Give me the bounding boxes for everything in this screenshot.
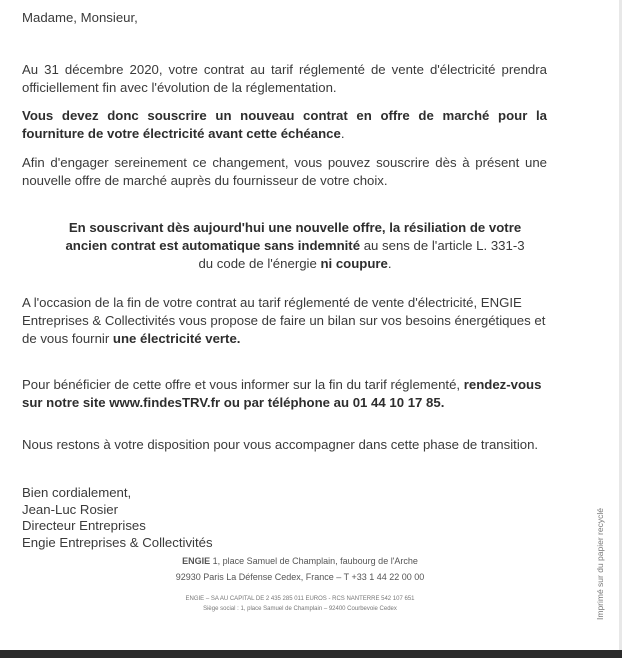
recycled-paper-note: Imprimé sur du papier recyclé — [595, 508, 605, 620]
paragraph-5-text: A l'occasion de la fin de votre contrat au tarif réglementé de vente d'électricité, ENGIE Entreprises & Collectivités vous propose de faire un bilan sur vos besoins énergétiques et de vous fournir — [22, 295, 546, 346]
paragraph-1: Au 31 décembre 2020, votre contrat au tarif réglementé de vente d'électricité prendra officiellement fin avec l'évolution de la réglementation. — [22, 62, 547, 95]
footer-address — [140, 553, 460, 585]
footer-address-line-2: 92930 Paris La Défense Cedex, France – T +33 1 44 22 00 00 — [175, 572, 425, 582]
paragraph-2 — [22, 107, 547, 143]
paragraph-2-bold: Vous devez donc souscrire un nouveau contrat en offre de marché pour la fourniture de votre électricité avant cette échéance — [22, 108, 547, 141]
paragraph-2-end: . — [340, 126, 345, 141]
paragraph-4-bold2: ni coupure — [320, 256, 388, 271]
paragraph-4-bold: En souscrivant dès aujourd'hui une nouvelle offre, la résiliation de votre ancien contrat est automatique sans indemnité — [65, 220, 522, 253]
footer-legal-line-1: ENGIE – SA AU CAPITAL DE 2 435 285 011 EUROS - RCS NANTERRE 542 107 651 — [185, 596, 415, 602]
paragraph-5-bold: une électricité verte. — [112, 331, 241, 346]
paragraph-5 — [22, 294, 547, 348]
paragraph-6-text: Pour bénéficier de cette offre et vous informer sur la fin du tarif réglementé, — [22, 377, 464, 392]
paragraph-7: Nous restons à votre disposition pour vous accompagner dans cette phase de transition. — [22, 437, 539, 452]
footer-brand: ENGIE — [182, 556, 211, 566]
closing: Bien cordialement, — [22, 485, 132, 500]
paragraph-3: Afin d'engager sereinement ce changement, vous pouvez souscrire dès à présent une nouvelle offre de marché auprès du fournisseur de votre choix. — [22, 155, 547, 188]
salutation: Madame, Monsieur, — [22, 10, 138, 25]
signer-title: Directeur Entreprises — [22, 518, 146, 533]
signature-block — [22, 485, 547, 551]
footer-legal — [140, 594, 460, 614]
signer-organization: Engie Entreprises & Collectivités — [22, 534, 213, 550]
paragraph-6 — [22, 376, 547, 412]
paragraph-4-end: . — [387, 256, 392, 271]
paragraph-6-bold: rendez-vous sur notre site www.findesTRV.fr ou par téléphone au 01 44 10 17 85. — [22, 377, 542, 410]
signer-name: Jean-Luc Rosier — [22, 501, 119, 517]
paragraph-4-mid: au sens de l'article L. 331-3 du code de l'énergie — [198, 238, 525, 271]
paragraph-4 — [60, 219, 530, 273]
scan-bottom-edge — [0, 650, 622, 658]
footer-legal-line-2: Siège social : 1, place Samuel de Champlain – 92400 Courbevoie Cedex — [203, 606, 397, 612]
footer-address-line-1: 1, place Samuel de Champlain, faubourg de l'Arche — [210, 556, 418, 566]
